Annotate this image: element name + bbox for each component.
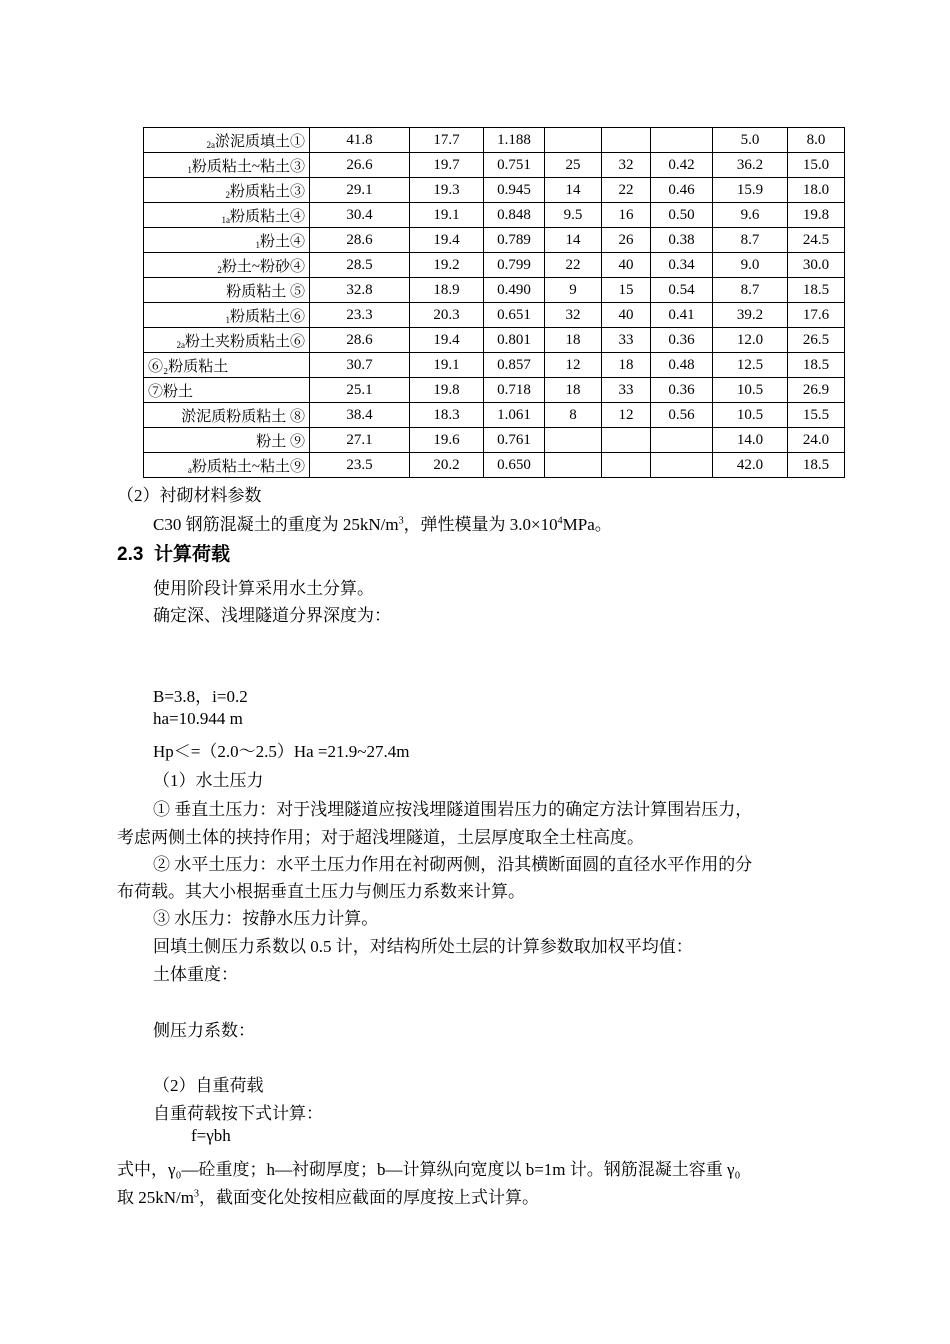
lining-params-heading: （2）衬砌材料参数 xyxy=(117,486,262,505)
table-row xyxy=(144,303,845,328)
table-row xyxy=(144,178,845,203)
table-cell: 19.7 xyxy=(410,153,484,178)
table-cell: 16 xyxy=(602,203,651,228)
vertical-pressure-line1: ① 垂直土压力：对于浅埋隧道应按浅埋隧道围岩压力的确定方法计算围岩压力， xyxy=(153,800,753,819)
soil-layer-name xyxy=(144,253,310,278)
table-cell: 10.5 xyxy=(713,378,788,403)
c30-sup-1: 3 xyxy=(398,515,404,527)
table-cell: 42.0 xyxy=(713,453,788,478)
table-cell: 18 xyxy=(602,353,651,378)
table-cell: 19.2 xyxy=(410,253,484,278)
table-cell: 5.0 xyxy=(713,128,788,153)
table-cell: 0.857 xyxy=(484,353,545,378)
layer-subscript: 1 xyxy=(255,239,260,250)
table-cell: 0.650 xyxy=(484,453,545,478)
layer-subscript: 1a xyxy=(221,214,230,225)
ha-value: ha=10.944 m xyxy=(153,709,243,728)
soil-layer-name xyxy=(144,228,310,253)
table-cell: 39.2 xyxy=(713,303,788,328)
table-cell: 0.36 xyxy=(651,328,713,353)
layer-label: 粉质粘土~粘土⑨ xyxy=(191,458,305,475)
table-cell: 15.9 xyxy=(713,178,788,203)
table-cell: 23.5 xyxy=(310,453,410,478)
table-cell: 0.799 xyxy=(484,253,545,278)
table-row xyxy=(144,278,845,303)
table-cell: 9.0 xyxy=(713,253,788,278)
table-cell xyxy=(602,453,651,478)
backfill-text: 回填土侧压力系数以 0.5 计，对结构所处土层的计算参数取加权平均值： xyxy=(153,937,693,956)
table-cell: 8.0 xyxy=(788,128,845,153)
table-cell: 26.6 xyxy=(310,153,410,178)
soil-layer-name xyxy=(144,328,310,353)
section-number: 2.3 xyxy=(117,544,144,565)
table-cell: 25.1 xyxy=(310,378,410,403)
soil-layer-name xyxy=(144,203,310,228)
table-cell xyxy=(651,453,713,478)
layer-label: 粉土 ⑨ xyxy=(256,433,305,450)
table-row xyxy=(144,428,845,453)
table-cell: 36.2 xyxy=(713,153,788,178)
table-cell: 0.50 xyxy=(651,203,713,228)
table-cell xyxy=(651,128,713,153)
table-cell: 26.9 xyxy=(788,378,845,403)
table-cell: 15.5 xyxy=(788,403,845,428)
lateral-coefficient-label: 侧压力系数： xyxy=(153,1021,255,1040)
c30-paragraph xyxy=(153,510,612,535)
table-cell: 20.3 xyxy=(410,303,484,328)
table-cell: 40 xyxy=(602,303,651,328)
self-weight-formula: f=γbh xyxy=(191,1126,231,1145)
table-cell: 17.7 xyxy=(410,128,484,153)
table-cell: 0.761 xyxy=(484,428,545,453)
table-cell: 15 xyxy=(602,278,651,303)
layer-label: ⑥₂粉质粘土 xyxy=(148,358,229,375)
table-cell: 9 xyxy=(545,278,602,303)
table-cell: 14 xyxy=(545,178,602,203)
table-cell: 18 xyxy=(545,378,602,403)
layer-label: 粉土~粉砂④ xyxy=(221,258,305,275)
table-cell: 15.0 xyxy=(788,153,845,178)
soil-layer-name xyxy=(144,178,310,203)
table-cell: 8 xyxy=(545,403,602,428)
layer-label: 粉质粘土④ xyxy=(229,208,305,225)
table-cell: 0.848 xyxy=(484,203,545,228)
table-row xyxy=(144,328,845,353)
soil-layer-name xyxy=(144,378,310,403)
table-cell: 9.5 xyxy=(545,203,602,228)
soil-layer-name xyxy=(144,453,310,478)
table-row xyxy=(144,353,845,378)
table-cell: 0.718 xyxy=(484,378,545,403)
table-cell xyxy=(545,453,602,478)
table-row xyxy=(144,128,845,153)
layer-subscript: 1 xyxy=(187,164,192,175)
layer-label: 粉质粘土 ⑤ xyxy=(226,283,305,300)
layer-label: 粉质粘土~粘土③ xyxy=(191,158,305,175)
table-cell: 19.6 xyxy=(410,428,484,453)
table-cell: 38.4 xyxy=(310,403,410,428)
b-i-values: B=3.8，i=0.2 xyxy=(153,687,248,706)
table-cell: 12 xyxy=(602,403,651,428)
table-row xyxy=(144,253,845,278)
table-cell: 0.945 xyxy=(484,178,545,203)
table-cell: 0.42 xyxy=(651,153,713,178)
table-cell: 1.188 xyxy=(484,128,545,153)
table-cell: 0.36 xyxy=(651,378,713,403)
layer-label: 粉质粘土③ xyxy=(229,183,305,200)
table-cell: 0.789 xyxy=(484,228,545,253)
table-cell: 0.48 xyxy=(651,353,713,378)
table-row xyxy=(144,153,845,178)
table-cell xyxy=(602,428,651,453)
layer-label: 淤泥质填土① xyxy=(214,133,305,150)
table-cell: 26.5 xyxy=(788,328,845,353)
table-cell xyxy=(602,128,651,153)
table-cell: 32.8 xyxy=(310,278,410,303)
table-row xyxy=(144,453,845,478)
soil-layer-name xyxy=(144,153,310,178)
table-cell: 0.801 xyxy=(484,328,545,353)
soil-layer-name xyxy=(144,428,310,453)
table-cell: 22 xyxy=(545,253,602,278)
table-cell: 18 xyxy=(545,328,602,353)
boundary-depth-text: 确定深、浅埋隧道分界深度为： xyxy=(153,606,391,625)
table-cell: 0.41 xyxy=(651,303,713,328)
layer-label: 淤泥质粉质粘土 ⑧ xyxy=(181,408,305,425)
table-cell: 14.0 xyxy=(713,428,788,453)
table-cell: 41.8 xyxy=(310,128,410,153)
table-cell: 28.5 xyxy=(310,253,410,278)
table-cell: 14 xyxy=(545,228,602,253)
table-row xyxy=(144,378,845,403)
table-row xyxy=(144,203,845,228)
vertical-pressure-line2: 考虑两侧土体的挟持作用；对于超浅埋隧道，土层厚度取全土柱高度。 xyxy=(117,828,644,847)
layer-label: 粉土夹粉质粘土⑥ xyxy=(184,333,305,350)
layer-label: 粉质粘土⑥ xyxy=(229,308,305,325)
c30-text-c: MPa。 xyxy=(562,515,612,534)
table-cell: 30.7 xyxy=(310,353,410,378)
soil-layer-name xyxy=(144,403,310,428)
table-cell: 19.4 xyxy=(410,328,484,353)
table-cell xyxy=(651,428,713,453)
soil-layer-name xyxy=(144,128,310,153)
table-cell xyxy=(545,428,602,453)
c30-text-b: ，弹性模量为 3.0×10 xyxy=(403,515,558,534)
table-cell: 0.651 xyxy=(484,303,545,328)
table-cell: 8.7 xyxy=(713,278,788,303)
soil-layer-name xyxy=(144,353,310,378)
table-cell: 0.54 xyxy=(651,278,713,303)
layer-subscript: 2 xyxy=(217,264,222,275)
use-stage-text: 使用阶段计算采用水土分算。 xyxy=(153,579,374,598)
layer-subscript: 1 xyxy=(225,314,230,325)
layer-subscript: 2 xyxy=(225,189,230,200)
section-heading xyxy=(117,539,230,566)
self-weight-intro: 自重荷载按下式计算： xyxy=(153,1104,323,1123)
layer-subscript: a xyxy=(187,464,192,475)
table-cell: 28.6 xyxy=(310,328,410,353)
table-cell: 29.1 xyxy=(310,178,410,203)
table-cell: 28.6 xyxy=(310,228,410,253)
soil-layer-name xyxy=(144,278,310,303)
table-row xyxy=(144,403,845,428)
layer-subscript: 2a xyxy=(206,139,215,150)
table-cell: 12 xyxy=(545,353,602,378)
table-cell: 19.4 xyxy=(410,228,484,253)
unit-weight-text-b: ，截面变化处按相应截面的厚度按上式计算。 xyxy=(198,1188,539,1207)
soil-layer-name xyxy=(144,303,310,328)
table-cell: 32 xyxy=(602,153,651,178)
table-cell: 40 xyxy=(602,253,651,278)
table-cell: 32 xyxy=(545,303,602,328)
table-cell: 30.0 xyxy=(788,253,845,278)
table-cell: 24.5 xyxy=(788,228,845,253)
table-row xyxy=(144,228,845,253)
table-cell: 26 xyxy=(602,228,651,253)
unit-weight-text-a: 取 25kN/m xyxy=(117,1188,194,1207)
table-cell: 1.061 xyxy=(484,403,545,428)
table-cell: 18.9 xyxy=(410,278,484,303)
table-cell: 0.34 xyxy=(651,253,713,278)
unit-weight-sup: 3 xyxy=(193,1188,199,1200)
table-cell: 17.6 xyxy=(788,303,845,328)
layer-subscript: 2a xyxy=(176,339,185,350)
table-cell: 10.5 xyxy=(713,403,788,428)
section-title: 计算荷载 xyxy=(153,544,230,565)
table-cell: 8.7 xyxy=(713,228,788,253)
table-cell: 12.5 xyxy=(713,353,788,378)
table-cell: 0.751 xyxy=(484,153,545,178)
table-cell: 18.5 xyxy=(788,353,845,378)
table-cell: 19.1 xyxy=(410,353,484,378)
table-cell: 27.1 xyxy=(310,428,410,453)
c30-sup-2: 4 xyxy=(557,515,563,527)
table-cell: 12.0 xyxy=(713,328,788,353)
soil-parameter-table xyxy=(143,127,845,478)
table-cell: 25 xyxy=(545,153,602,178)
horizontal-pressure-line2: 布荷载。其大小根据垂直土压力与侧压力系数来计算。 xyxy=(117,882,525,901)
table-cell: 18.0 xyxy=(788,178,845,203)
horizontal-pressure-line1: ② 水平土压力：水平土压力作用在衬砌两侧，沿其横断面圆的直径水平作用的分 xyxy=(153,855,753,874)
table-cell: 0.56 xyxy=(651,403,713,428)
table-cell: 33 xyxy=(602,328,651,353)
table-cell: 18.5 xyxy=(788,278,845,303)
table-cell: 0.490 xyxy=(484,278,545,303)
table-cell: 0.46 xyxy=(651,178,713,203)
table-cell: 19.3 xyxy=(410,178,484,203)
table-cell: 24.0 xyxy=(788,428,845,453)
unit-weight-label: 土体重度： xyxy=(153,965,238,984)
table-cell: 19.1 xyxy=(410,203,484,228)
hp-value: Hp＜=（2.0～2.5）Ha =21.9~27.4m xyxy=(153,742,410,761)
c30-text-a: C30 钢筋混凝土的重度为 25kN/m xyxy=(153,515,399,534)
table-cell: 18.5 xyxy=(788,453,845,478)
table-cell: 33 xyxy=(602,378,651,403)
table-cell: 19.8 xyxy=(788,203,845,228)
table-cell: 23.3 xyxy=(310,303,410,328)
table-cell: 0.38 xyxy=(651,228,713,253)
unit-weight-paragraph xyxy=(117,1183,539,1208)
table-cell: 22 xyxy=(602,178,651,203)
formula-explanation: 式中，γ₀—砼重度；h—衬砌厚度；b—计算纵向宽度以 b=1m 计。钢筋混凝土容重 γ₀ xyxy=(117,1160,741,1179)
self-weight-heading: （2）自重荷载 xyxy=(153,1076,264,1095)
table-cell xyxy=(545,128,602,153)
water-pressure-text: ③ 水压力：按静水压力计算。 xyxy=(153,909,379,928)
layer-label: 粉土④ xyxy=(259,233,305,250)
soil-table-body xyxy=(144,128,845,478)
water-soil-pressure-heading: （1）水土压力 xyxy=(153,771,264,790)
table-cell: 9.6 xyxy=(713,203,788,228)
table-cell: 20.2 xyxy=(410,453,484,478)
table-cell: 19.8 xyxy=(410,378,484,403)
table-cell: 30.4 xyxy=(310,203,410,228)
table-cell: 18.3 xyxy=(410,403,484,428)
layer-label: ⑦粉土 xyxy=(148,383,194,400)
